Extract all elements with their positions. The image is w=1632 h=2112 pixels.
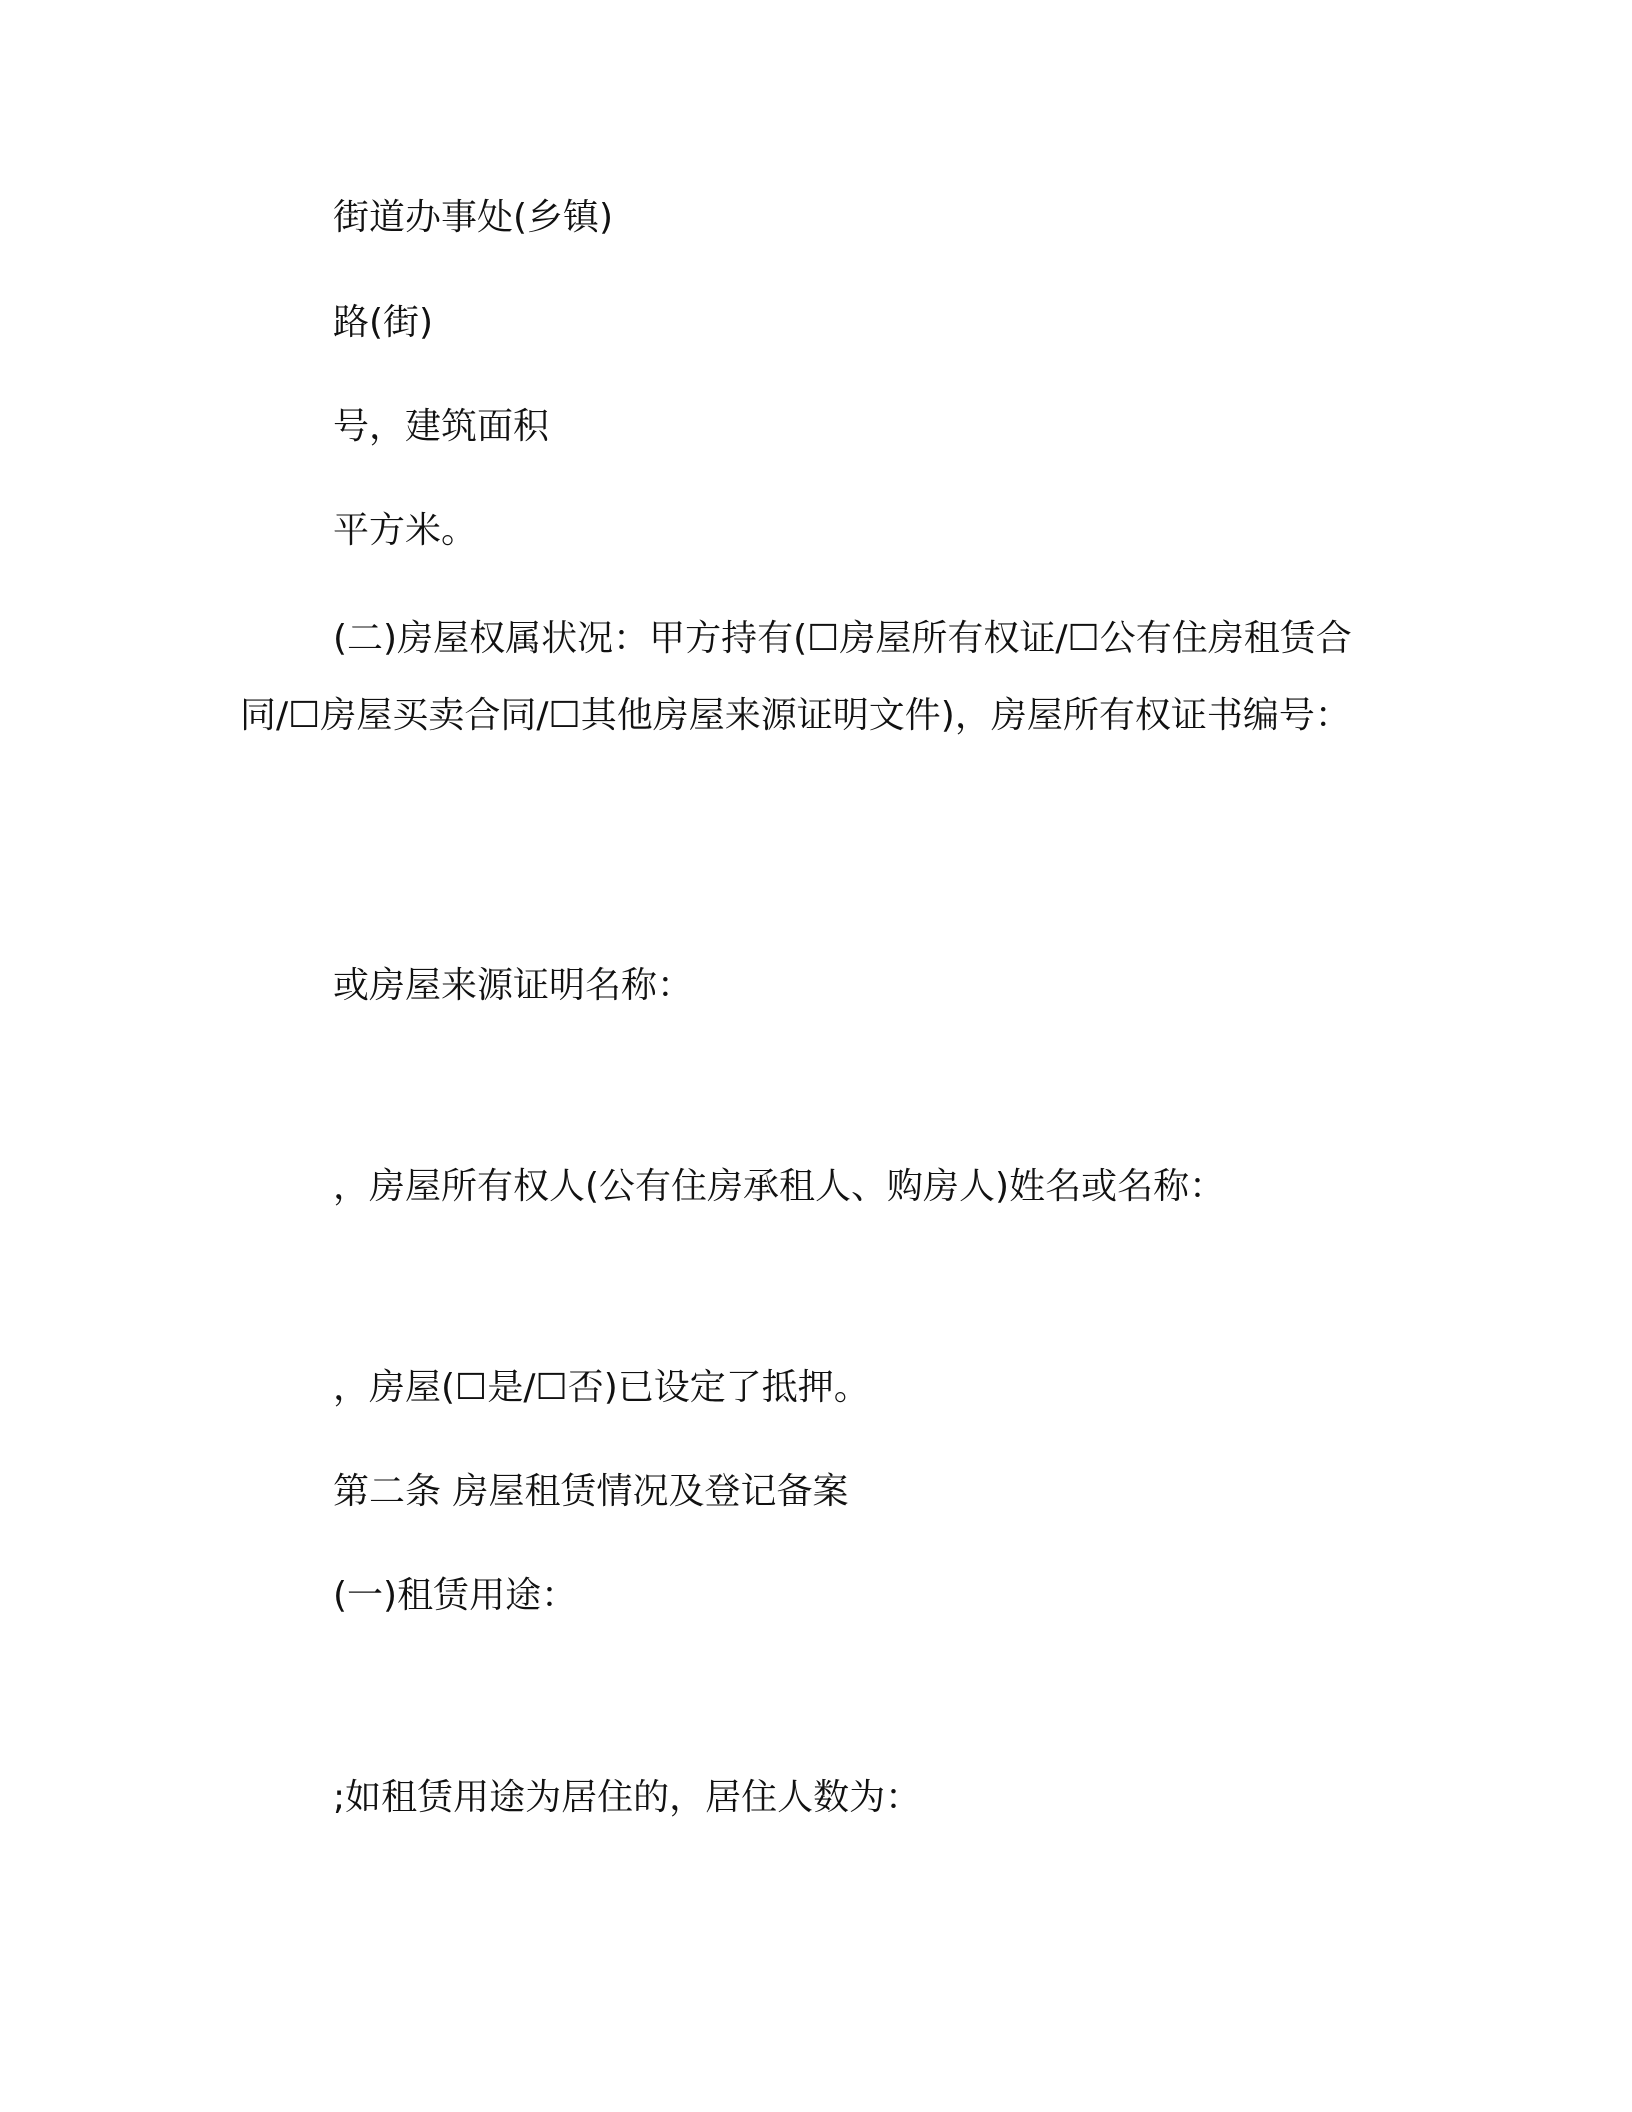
source-proof-name-line: 或房屋来源证明名称： [333, 965, 694, 1006]
address-road-line: 路(街) [333, 302, 434, 343]
square-meter-line: 平方米。 [333, 510, 478, 551]
ownership-status-paragraph: (二)房屋权属状况：甲方持有(☐房屋所有权证/☐公有住房租赁合同/☐房屋买卖合同/☐其他房屋来源证明文件)，房屋所有权证书编号： [240, 618, 1352, 736]
lease-purpose-line: (一)租赁用途： [333, 1575, 578, 1616]
mortgage-status-line: ，房屋(☐是/☐否)已设定了抵押。 [333, 1367, 870, 1408]
address-street-office-line: 街道办事处(乡镇) [333, 197, 614, 238]
residents-count-line: ;如租赁用途为居住的，居住人数为： [333, 1777, 922, 1818]
owner-name-line: ，房屋所有权人(公有住房承租人、购房人)姓名或名称： [333, 1166, 1226, 1207]
building-area-line: 号，建筑面积 [333, 406, 550, 447]
article-two-heading: 第二条 房屋租赁情况及登记备案 [333, 1471, 849, 1512]
